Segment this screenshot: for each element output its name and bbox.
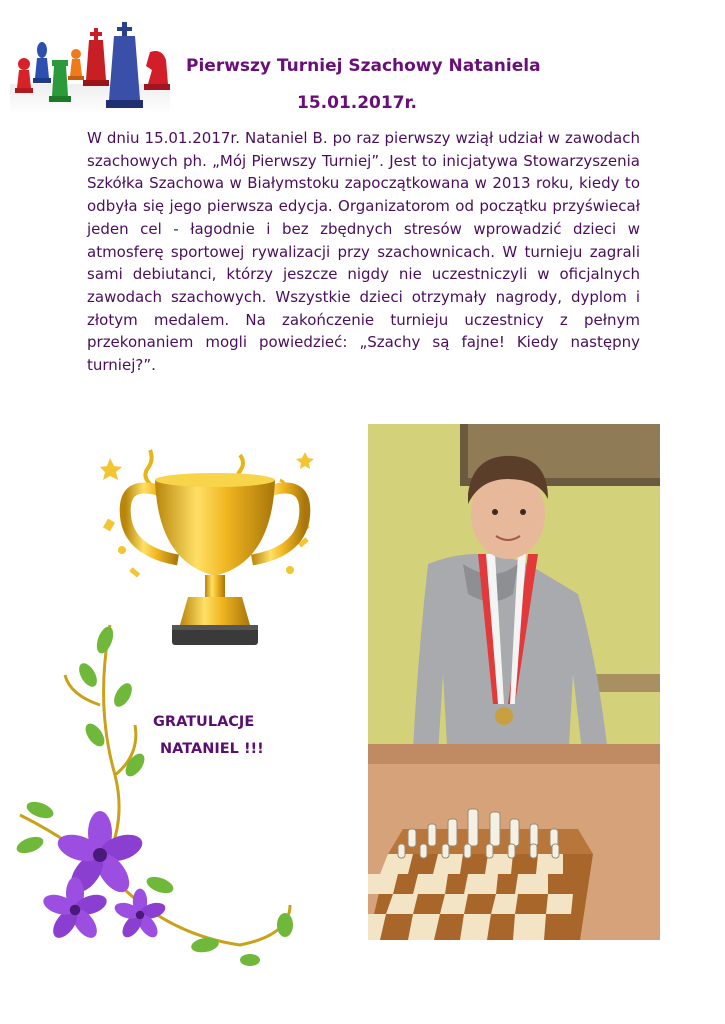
orange-pawn-icon [68, 49, 84, 80]
blue-bishop-icon [33, 42, 51, 83]
boy-with-chessboard-photo [368, 424, 660, 940]
congratulations-text [153, 709, 264, 763]
blue-king-icon [106, 22, 143, 108]
article-body: W dniu 15.01.2017r. Nataniel B. po raz pierwszy wziął udział w zawodach szachowych ph. „Mój Pierwszy Turniej”. Jest to inicjatywa Stowarzyszenia Szkółka Szachowa w Białymstoku zapoczątkowana w 2013 roku, kiedy to odbyła się jego pierwsza edycja. Organizatorom od początku przyświecał jeden cel - łagodnie i bez zbędnych stresów wprowadzić dzieci w atmosferę sportowej rywalizacji przy szachownicach. W turnieju zagrali sami debiutanci, którzy jeszcze nigdy nie uczestniczyli w oficjalnych zawodach szachowych. Wszystkie dzieci otrzymały nagrody, dyplom i złotym medalem. Na zakończenie turnieju uczestnicy z pełnym przekonaniem mogli powiedzieć: „Szachy są fajne! Kiedy następny turniej?”. [87, 129, 640, 375]
congrats-line-1: GRATULACJE [153, 714, 255, 730]
green-rook-icon [49, 60, 71, 102]
flower-decoration-image [0, 615, 305, 980]
red-pawn-icon [15, 58, 33, 93]
page-title: Pierwszy Turniej Szachowy Nataniela [186, 56, 541, 76]
event-date: 15.01.2017r. [297, 93, 417, 113]
red-king-icon [83, 28, 109, 86]
chess-pieces-image [10, 22, 170, 114]
congrats-line-2: NATANIEL !!! [160, 741, 264, 757]
purple-flower-icon [41, 811, 168, 942]
red-knight-icon [144, 51, 170, 90]
